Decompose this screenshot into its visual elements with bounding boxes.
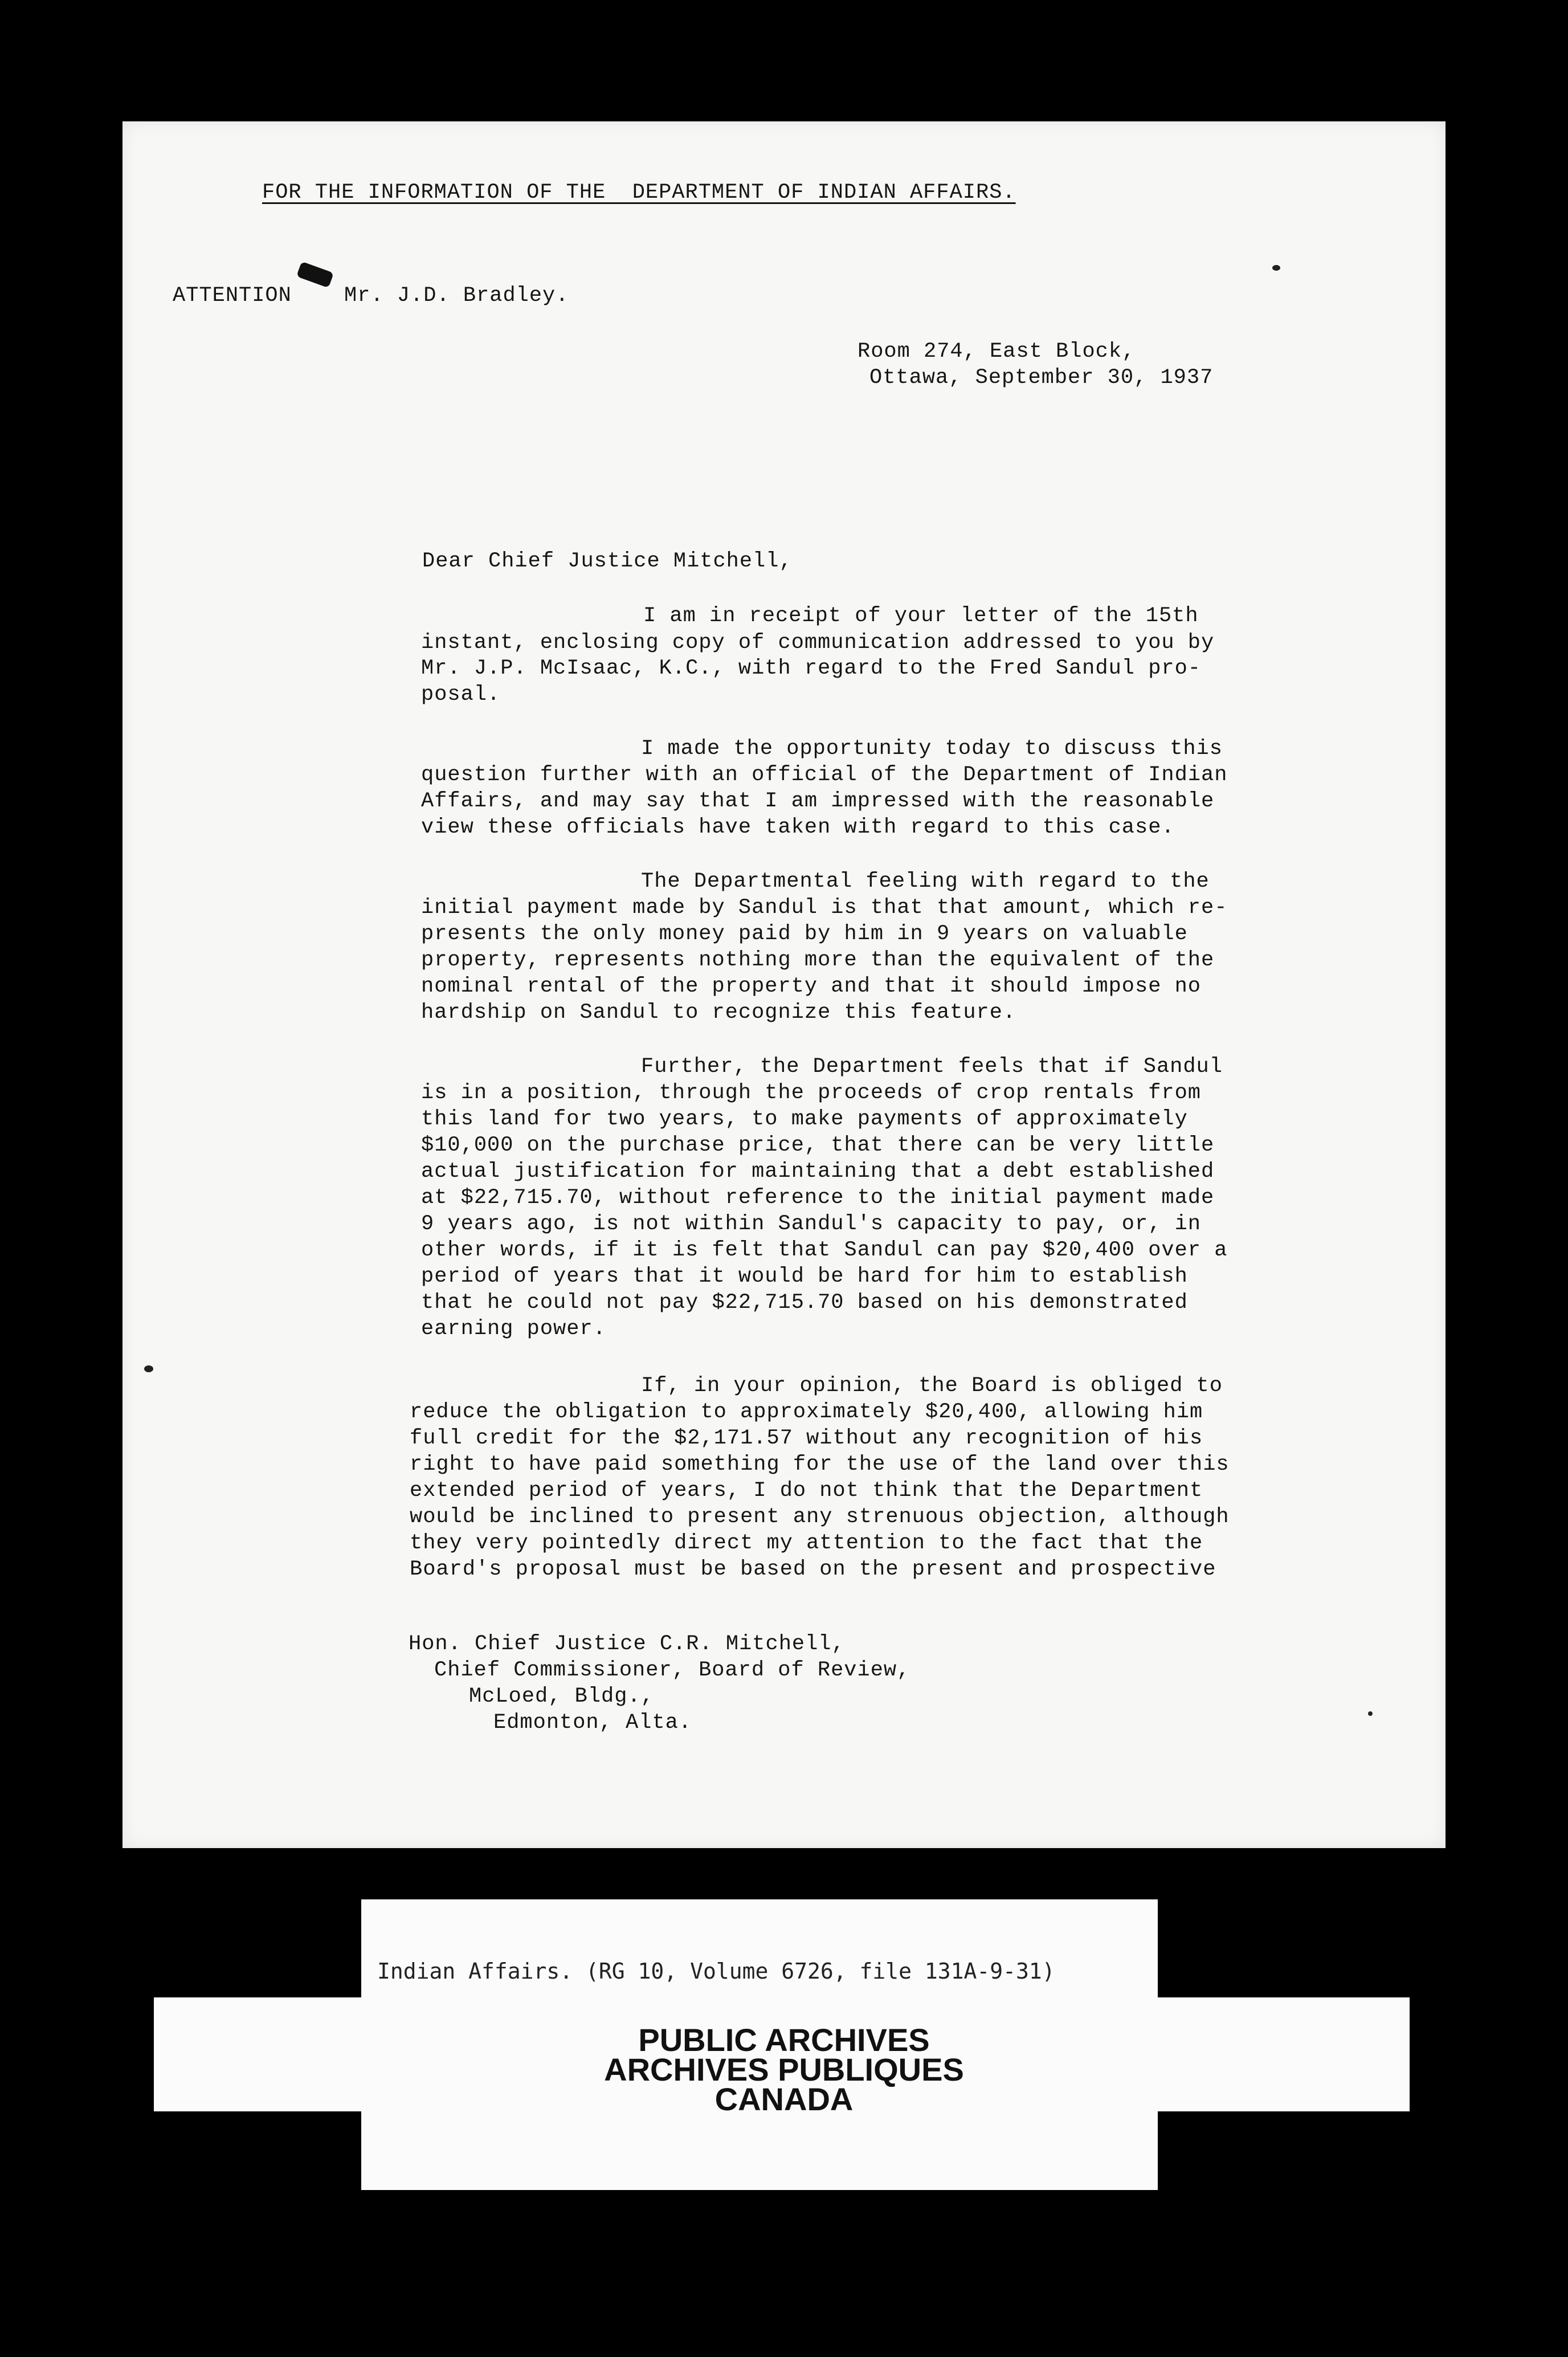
- dust-speck: [1368, 1711, 1373, 1716]
- paragraph-3-line: property, represents nothing more than the equivalent of the: [421, 948, 1215, 972]
- paragraph-5-line: Board's proposal must be based on the present and prospective: [410, 1557, 1216, 1581]
- paragraph-1-line: I am in receipt of your letter of the 15th: [643, 604, 1199, 628]
- paragraph-3-line: The Departmental feeling with regard to the: [641, 870, 1210, 894]
- recipient-line-1: Hon. Chief Justice C.R. Mitchell,: [409, 1632, 845, 1656]
- info-header: FOR THE INFORMATION OF THE DEPARTMENT OF INDIAN AFFAIRS.: [262, 181, 1016, 205]
- paragraph-4-line: is in a position, through the proceeds of crop rentals from: [421, 1081, 1202, 1105]
- paragraph-2-line: question further with an official of the Department of Indian: [421, 763, 1228, 787]
- paragraph-5-line: If, in your opinion, the Board is obliged to: [641, 1374, 1223, 1398]
- paragraph-4-line: that he could not pay $22,715.70 based on his demonstrated: [421, 1291, 1188, 1315]
- paragraph-1-line: posal.: [421, 683, 501, 707]
- recipient-line-4: Edmonton, Alta.: [493, 1711, 692, 1735]
- attention-name: Mr. J.D. Bradley.: [344, 284, 569, 308]
- paragraph-5-line: full credit for the $2,171.57 without any recognition of his: [410, 1426, 1203, 1450]
- paragraph-1-line: instant, enclosing copy of communication addressed to you by: [421, 631, 1215, 655]
- paragraph-2-line: Affairs, and may say that I am impressed with the reasonable: [421, 789, 1215, 813]
- paragraph-1-line: Mr. J.P. McIsaac, K.C., with regard to the Fred Sandul pro-: [421, 656, 1202, 680]
- paragraph-5-line: would be inclined to present any strenuous objection, although: [410, 1505, 1230, 1529]
- archive-title-country: CANADA: [714, 2081, 854, 2117]
- archive-title-en: PUBLIC ARCHIVES: [638, 2022, 930, 2058]
- recipient-line-2: Chief Commissioner, Board of Review,: [434, 1658, 910, 1682]
- paragraph-4-line: 9 years ago, is not within Sandul's capacity to pay, or, in: [421, 1212, 1202, 1236]
- paragraph-3-line: presents the only money paid by him in 9 years on valuable: [421, 922, 1188, 946]
- paragraph-4-line: $10,000 on the purchase price, that there can be very little: [421, 1133, 1215, 1157]
- salutation: Dear Chief Justice Mitchell,: [422, 549, 793, 573]
- paragraph-2-line: I made the opportunity today to discuss this: [641, 737, 1223, 761]
- paragraph-4-line: at $22,715.70, without reference to the initial payment made: [421, 1186, 1215, 1210]
- address-line-2: Ottawa, September 30, 1937: [869, 366, 1214, 390]
- paragraph-5-line: reduce the obligation to approximately $20,400, allowing him: [410, 1400, 1203, 1424]
- address-line-1: Room 274, East Block,: [858, 340, 1136, 364]
- paragraph-3-line: initial payment made by Sandul is that that amount, which re-: [421, 896, 1228, 920]
- paragraph-4-line: earning power.: [421, 1317, 606, 1341]
- attention-label: ATTENTION: [173, 284, 292, 308]
- paragraph-4-line: Further, the Department feels that if Sandul: [641, 1055, 1223, 1079]
- paragraph-4-line: other words, if it is felt that Sandul can pay $20,400 over a: [421, 1238, 1228, 1262]
- paragraph-5-line: extended period of years, I do not think that the Department: [410, 1479, 1203, 1503]
- archive-title-fr: ARCHIVES PUBLIQUES: [604, 2052, 964, 2087]
- paragraph-4-line: period of years that it would be hard for him to establish: [421, 1265, 1188, 1288]
- dust-speck: [144, 1365, 153, 1372]
- paragraph-5-line: they very pointedly direct my attention to the fact that the: [410, 1531, 1203, 1555]
- dust-speck: [1272, 265, 1280, 271]
- paragraph-4-line: this land for two years, to make payments of approximately: [421, 1107, 1188, 1131]
- paragraph-2-line: view these officials have taken with regard to this case.: [421, 815, 1175, 839]
- ink-blot-mark: [296, 262, 334, 288]
- archive-reference: Indian Affairs. (RG 10, Volume 6726, file 131A-9-31): [377, 1959, 1055, 1984]
- paragraph-3-line: nominal rental of the property and that it should impose no: [421, 974, 1202, 998]
- letter-page: [122, 121, 1446, 1848]
- recipient-line-3: McLoed, Bldg.,: [469, 1685, 654, 1708]
- paragraph-4-line: actual justification for maintaining that a debt established: [421, 1160, 1215, 1184]
- paragraph-5-line: right to have paid something for the use of the land over this: [410, 1453, 1230, 1477]
- paragraph-3-line: hardship on Sandul to recognize this feature.: [421, 1001, 1016, 1025]
